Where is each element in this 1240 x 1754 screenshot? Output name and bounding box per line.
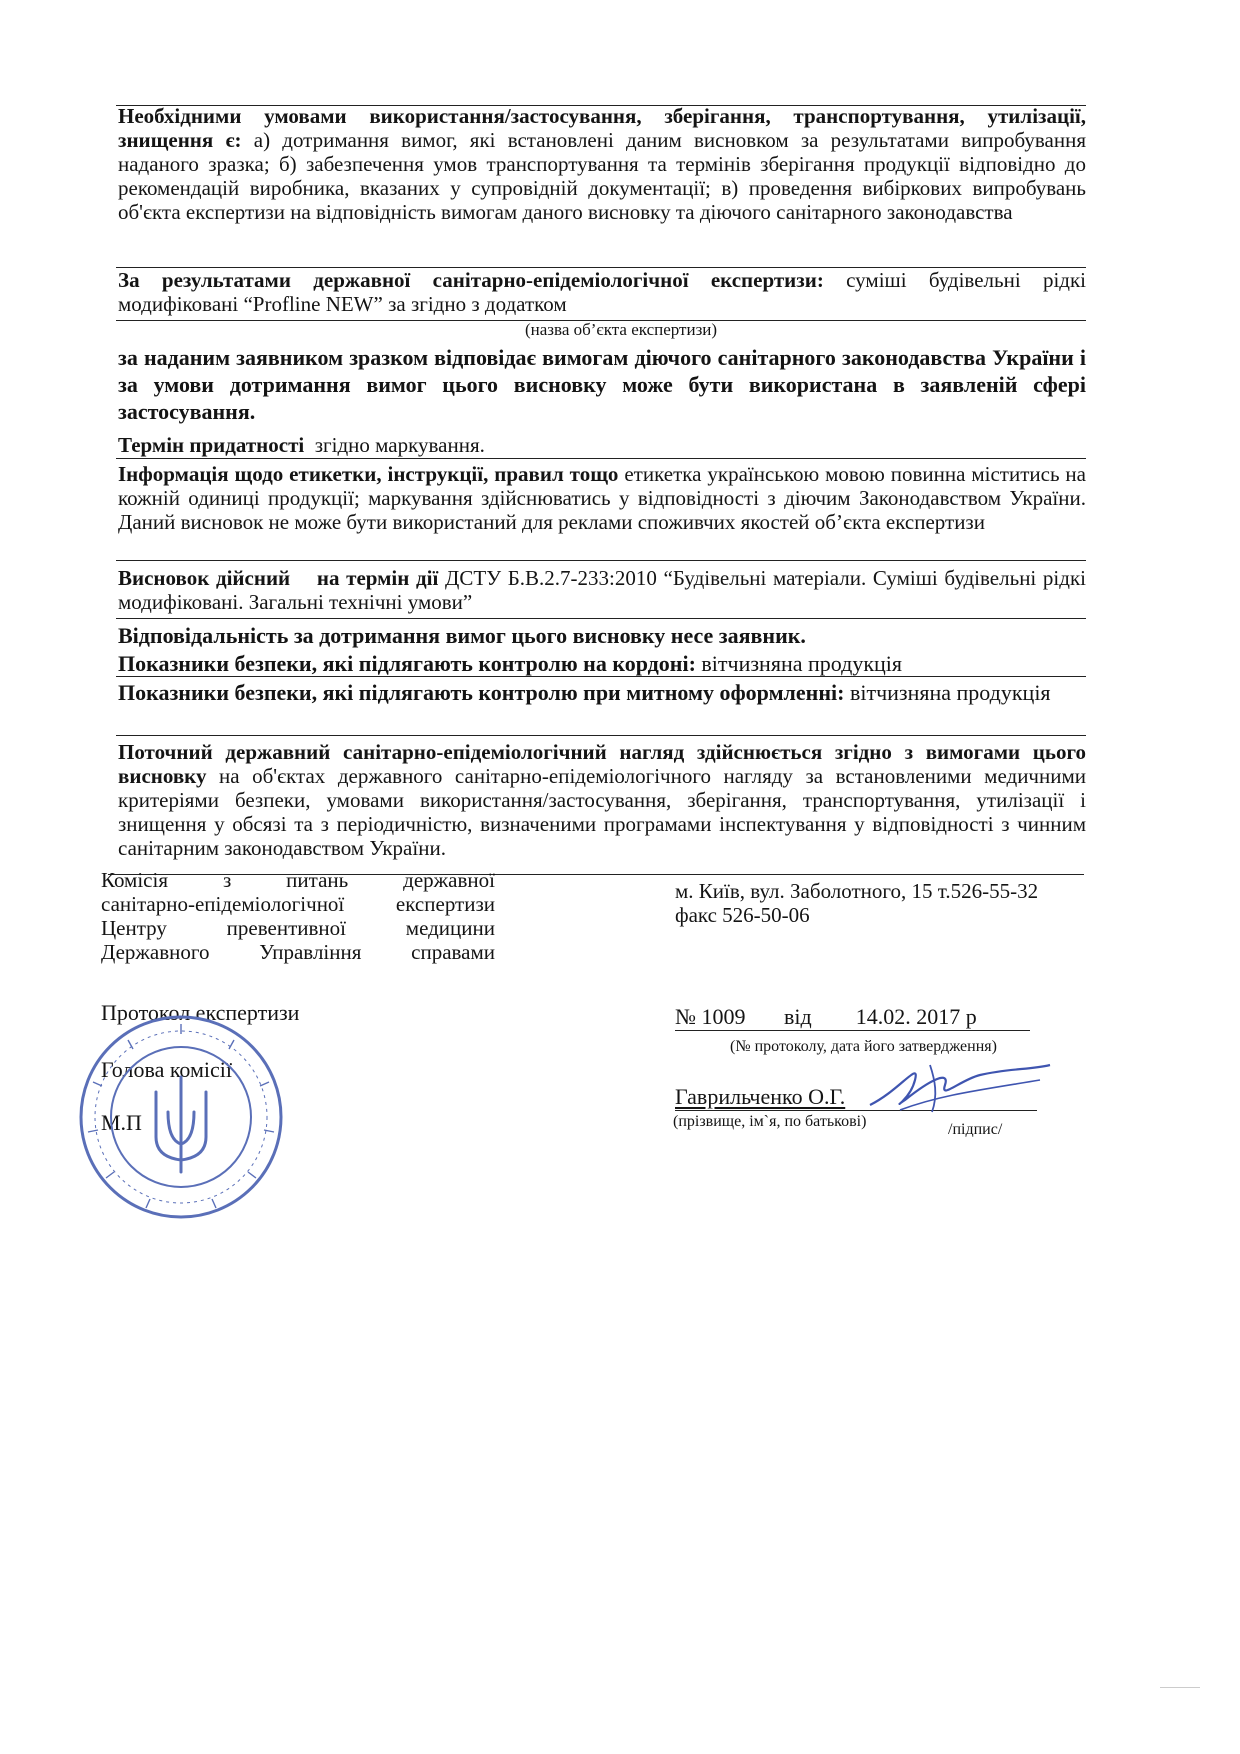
conditions-label: Необхідними умовами використання/застосування, зберігання, транспортування, утилізації, знищення є: — [118, 104, 1086, 152]
commission-line: Комісія з питань державної — [101, 868, 495, 892]
official-stamp — [76, 1012, 286, 1222]
conditions-section — [118, 104, 1086, 224]
protocol-from: від — [784, 1004, 812, 1029]
signature — [860, 1050, 1060, 1130]
protocol-line — [675, 1004, 1030, 1031]
protocol-date: 14.02. 2017 р — [855, 1004, 977, 1029]
border-control-value: вітчизняна продукція — [701, 651, 903, 676]
validity-section — [118, 566, 1086, 614]
responsibility-text: Відповідальність за дотримання вимог цього висновку несе заявник. — [118, 623, 806, 648]
supervision-section — [118, 740, 1086, 860]
customs-control-value: вітчизняна продукція — [849, 680, 1051, 705]
validity-text: ДСТУ Б.В.2.7-233:2010 “Будівельні матеріали. Суміші будівельні рідкі модифіковані. Загальні технічні умови” — [118, 566, 1086, 614]
responsibility-section — [118, 624, 1086, 648]
mp-label: М.П — [101, 1110, 142, 1135]
customs-control-section — [118, 680, 1086, 706]
supervision-text: на об'єктах державного санітарно-епідеміологічного нагляду за встановленими медичними критеріями безпеки, умовами використання/застосування, зберігання, транспортування, утилізації і знищення у обсязі та з періодичністю, визначеними програмами інспектування у відповідності з чинним санітарним законодавством України. — [118, 764, 1086, 860]
customs-control-label: Показники безпеки, які підлягають контролю при митному оформленні: — [118, 680, 845, 705]
shelf-life-label: Термін придатності — [118, 433, 305, 457]
validity-label: Висновок дійсний — [118, 566, 291, 590]
protocol-label: Протокол експертизи — [101, 1000, 300, 1025]
commission-line: Державного Управління справами — [101, 940, 495, 964]
head-name-caption: (прізвище, ім`я, по батькові) — [673, 1113, 867, 1130]
object-name-caption: (назва об’єкта експертизи) — [525, 320, 718, 339]
results-object: суміші будівельні рідкі модифіковані “Profline NEW” за згідно з додатком — [118, 268, 1087, 316]
divider — [116, 735, 1086, 736]
commission-block — [101, 868, 495, 964]
labeling-section — [118, 462, 1086, 534]
divider — [116, 458, 1086, 459]
protocol-number: № 1009 — [675, 1004, 746, 1029]
head-label: Голова комісії — [101, 1057, 233, 1082]
shelf-life-value: згідно маркування. — [314, 433, 485, 457]
border-control-label: Показники безпеки, які підлягають контролю на кордоні: — [118, 651, 696, 676]
head-name: Гаврильченко О.Г. — [675, 1084, 846, 1109]
validity-label-term: на термін дії — [316, 566, 439, 590]
verdict-text: за наданим заявником зразком відповідає вимогам діючого санітарного законодавства України і за умови дотримання вимог цього висновку може бути використана в заявленій сфері застосування. — [118, 345, 1086, 424]
supervision-label: Поточний державний санітарно-епідеміологічний нагляд здійснюється згідно з вимогами цього висновку — [118, 740, 1086, 788]
commission-line: санітарно-епідеміологічної експертизи — [101, 892, 495, 916]
signature-caption: /підпис/ — [948, 1121, 1003, 1138]
conditions-text: а) дотримання вимог, які встановлені даним висновком за результатами випробування наданого зразка; б) забезпечення умов транспортування та термінів зберігання продукції відповідно до рекомендацій виробника, вказаних у супровідній документації; в) проведення вибіркових випробувань об'єкта експертизи на відповідність вимогам даного висновку та діючого санітарного законодавства — [118, 128, 1087, 224]
border-control-section — [118, 652, 1086, 676]
commission-fax: факс 526-50-06 — [675, 903, 810, 927]
results-label: За результатами державної санітарно-епідеміологічної експертизи: — [118, 268, 824, 292]
divider — [116, 676, 1086, 677]
commission-line: Центру превентивної медицини — [101, 916, 495, 940]
results-section — [118, 268, 1086, 316]
commission-address: м. Київ, вул. Заболотного, 15 т.526-55-32 — [675, 879, 1039, 903]
divider — [116, 560, 1086, 561]
shelf-life — [118, 433, 1086, 457]
scan-mark — [1160, 1687, 1200, 1694]
labeling-text: етикетка українською мовою повинна міститись на кожній одиниці продукції; маркування здійснюватись у відповідності з діючим Законодавством України. Даний висновок не може бути використаний для реклами споживчих якостей об’єкта експертизи — [118, 462, 1086, 534]
labeling-label: Інформація щодо етикетки, інструкції, правил тощо — [118, 462, 619, 486]
commission-contacts — [675, 879, 1085, 927]
protocol-caption: (№ протоколу, дата його затвердження) — [730, 1038, 997, 1055]
divider — [116, 618, 1086, 619]
